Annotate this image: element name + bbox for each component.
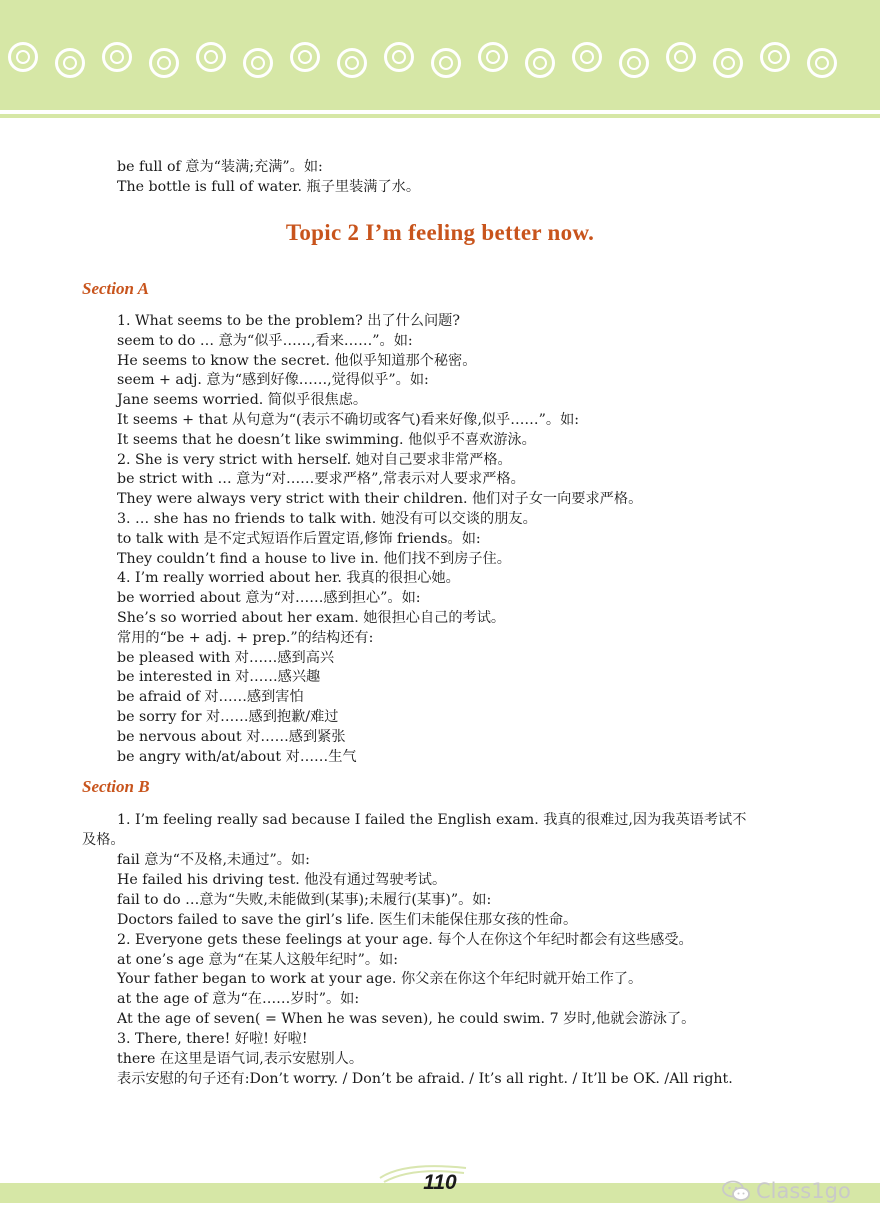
ring-icon <box>619 48 649 78</box>
section-a-line: to talk with 是不定式短语作后置定语,修饰 friends。如: <box>117 530 481 547</box>
section-b-line: fail to do …意为“失败,未能做到(某事);未履行(某事)”。如: <box>117 891 492 908</box>
header-rings <box>8 40 878 84</box>
wechat-icon <box>722 1180 750 1202</box>
section-b-line: 2. Everyone gets these feelings at your age. 每个人在你这个年纪时都会有这些感受。 <box>117 931 693 948</box>
section-a-line: be strict with … 意为“对……要求严格”,常表示对人要求严格。 <box>117 471 525 488</box>
ring-icon <box>55 48 85 78</box>
section-a-line: He seems to know the secret. 他似乎知道那个秘密。 <box>117 352 477 369</box>
section-b-line: 表示安慰的句子还有:Don’t worry. / Don’t be afraid. / It’s all right. / It’ll be OK. /All right. <box>117 1070 733 1087</box>
section-a-line: be worried about 意为“对……感到担心”。如: <box>117 590 421 607</box>
section-a-line: 常用的“be + adj. + prep.”的结构还有: <box>117 629 374 646</box>
ring-icon <box>666 42 696 72</box>
section-b-line: 及格。 <box>82 832 125 848</box>
watermark-text: Class1go <box>756 1179 851 1203</box>
ring-icon <box>478 42 508 72</box>
ring-icon <box>243 48 273 78</box>
ring-icon <box>807 48 837 78</box>
section-a-heading: Section A <box>82 279 149 298</box>
intro-line: be full of 意为“装满;充满”。如: <box>117 159 323 175</box>
watermark <box>722 1177 851 1205</box>
section-b-line: fail 意为“不及格,未通过”。如: <box>117 852 310 868</box>
section-b-line: Doctors failed to save the girl’s life. 医生们未能保住那女孩的性命。 <box>117 911 578 928</box>
ring-icon <box>149 48 179 78</box>
section-b-line: At the age of seven( = When he was seven), he could swim. 7 岁时,他就会游泳了。 <box>117 1011 696 1028</box>
section-b-line: 3. There, there! 好啦! 好啦! <box>117 1031 308 1048</box>
section-a-line: Jane seems worried. 简似乎很焦虑。 <box>117 392 368 409</box>
section-b-line: He failed his driving test. 他没有通过驾驶考试。 <box>117 871 447 888</box>
ring-icon <box>572 42 602 72</box>
section-a-line: seem to do … 意为“似乎……,看来……”。如: <box>117 332 413 349</box>
section-b-heading: Section B <box>82 777 150 796</box>
ring-icon <box>431 48 461 78</box>
section-a-line: It seems that he doesn’t like swimming. 他似乎不喜欢游泳。 <box>117 431 536 448</box>
section-a-line: They couldn’t find a house to live in. 他们找不到房子住。 <box>117 550 511 567</box>
ring-icon <box>8 42 38 72</box>
section-a-line: be angry with/at/about 对……生气 <box>117 748 357 765</box>
section-b-line: at the age of 意为“在……岁时”。如: <box>117 991 360 1008</box>
section-a-line: It seems + that 从句意为“(表示不确切或客气)看来好像,似乎……”。如: <box>117 412 580 428</box>
ring-icon <box>525 48 555 78</box>
ring-icon <box>337 48 367 78</box>
ring-icon <box>196 42 226 72</box>
section-a-line: 4. I’m really worried about her. 我真的很担心她。 <box>117 570 460 587</box>
section-a-line: 2. She is very strict with herself. 她对自己要求非常严格。 <box>117 451 512 468</box>
section-a-line: They were always very strict with their children. 他们对子女一向要求严格。 <box>117 491 643 508</box>
ring-icon <box>102 42 132 72</box>
section-b-line: 1. I’m feeling really sad because I failed the English exam. 我真的很难过,因为我英语考试不 <box>117 812 747 828</box>
section-b-line: at one’s age 意为“在某人这般年纪时”。如: <box>117 951 399 968</box>
section-a-line: 3. … she has no friends to talk with. 她没有可以交谈的朋友。 <box>117 511 537 527</box>
section-a-line: 1. What seems to be the problem? 出了什么问题? <box>117 313 460 329</box>
section-a-line: be afraid of 对……感到害怕 <box>117 689 304 706</box>
ring-icon <box>760 42 790 72</box>
ring-icon <box>713 48 743 78</box>
section-b-line: there 在这里是语气词,表示安慰别人。 <box>117 1051 364 1067</box>
ring-icon <box>290 42 320 72</box>
section-b-line: Your father began to work at your age. 你父亲在你这个年纪时就开始工作了。 <box>117 971 643 988</box>
header-line <box>0 114 880 118</box>
ring-icon <box>384 42 414 72</box>
section-a-line: be sorry for 对……感到抱歉/难过 <box>117 709 339 725</box>
intro-line: The bottle is full of water. 瓶子里装满了水。 <box>117 179 421 195</box>
section-a-line: be interested in 对……感兴趣 <box>117 669 321 686</box>
section-a-line: be pleased with 对……感到高兴 <box>117 649 335 666</box>
section-a-line: be nervous about 对……感到紧张 <box>117 728 346 745</box>
section-a-line: She’s so worried about her exam. 她很担心自己的考试。 <box>117 610 506 626</box>
section-a-line: seem + adj. 意为“感到好像……,觉得似乎”。如: <box>117 372 429 389</box>
page-number: 110 <box>423 1171 457 1194</box>
topic-title: Topic 2 I’m feeling better now. <box>285 220 595 245</box>
